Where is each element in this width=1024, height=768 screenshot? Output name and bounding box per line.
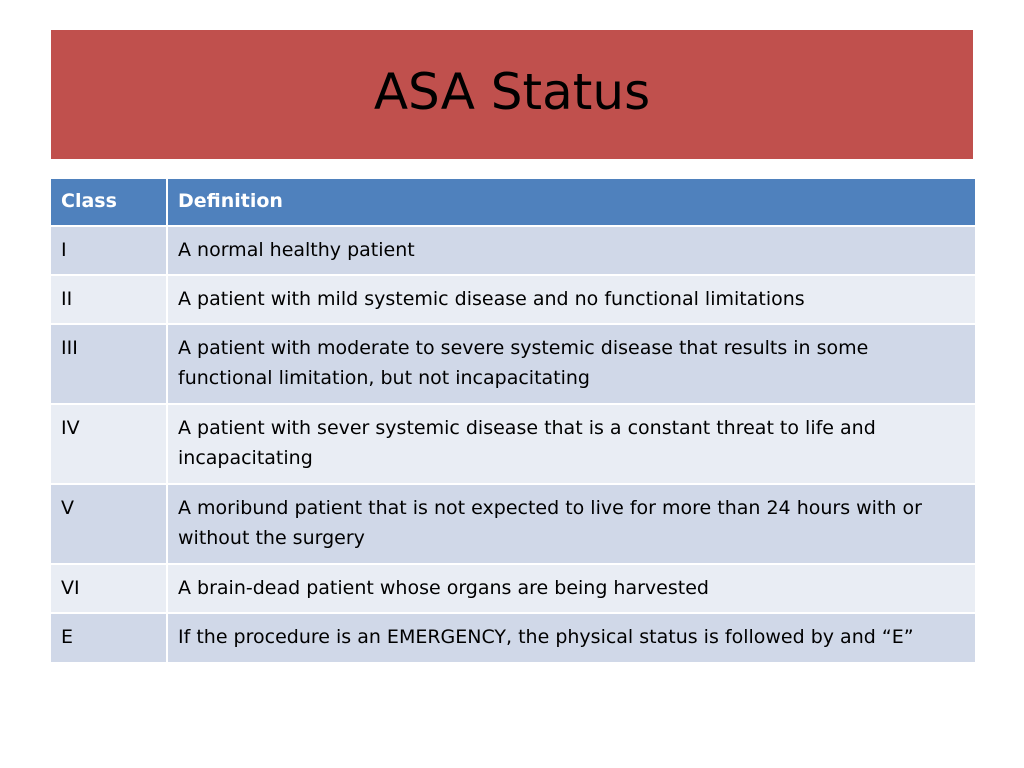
header-definition: Definition xyxy=(168,179,975,227)
header-class: Class xyxy=(51,179,168,227)
definition-cell: A patient with sever systemic disease that is a constant threat to life and incapacitating xyxy=(168,405,975,485)
definition-cell: A patient with moderate to severe systemic disease that results in some functional limitation, but not incapacitating xyxy=(168,325,975,405)
class-cell: V xyxy=(51,485,168,565)
slide-title: ASA Status xyxy=(373,62,651,121)
definition-cell: A patient with mild systemic disease and no functional limitations xyxy=(168,276,975,325)
table-row xyxy=(51,565,975,614)
class-cell: II xyxy=(51,276,168,325)
class-cell: III xyxy=(51,325,168,405)
asa-status-table xyxy=(51,179,975,664)
table-header-row xyxy=(51,179,975,227)
class-cell: I xyxy=(51,227,168,276)
class-cell: E xyxy=(51,614,168,664)
class-cell: VI xyxy=(51,565,168,614)
table-row xyxy=(51,485,975,565)
class-cell: IV xyxy=(51,405,168,485)
table-row xyxy=(51,325,975,405)
table-row xyxy=(51,614,975,664)
definition-cell: If the procedure is an EMERGENCY, the physical status is followed by and “E” xyxy=(168,614,975,664)
definition-cell: A brain-dead patient whose organs are being harvested xyxy=(168,565,975,614)
definition-cell: A normal healthy patient xyxy=(168,227,975,276)
table-row xyxy=(51,405,975,485)
definition-cell: A moribund patient that is not expected to live for more than 24 hours with or without the surgery xyxy=(168,485,975,565)
title-banner xyxy=(51,30,973,159)
table-row xyxy=(51,276,975,325)
table-row xyxy=(51,227,975,276)
